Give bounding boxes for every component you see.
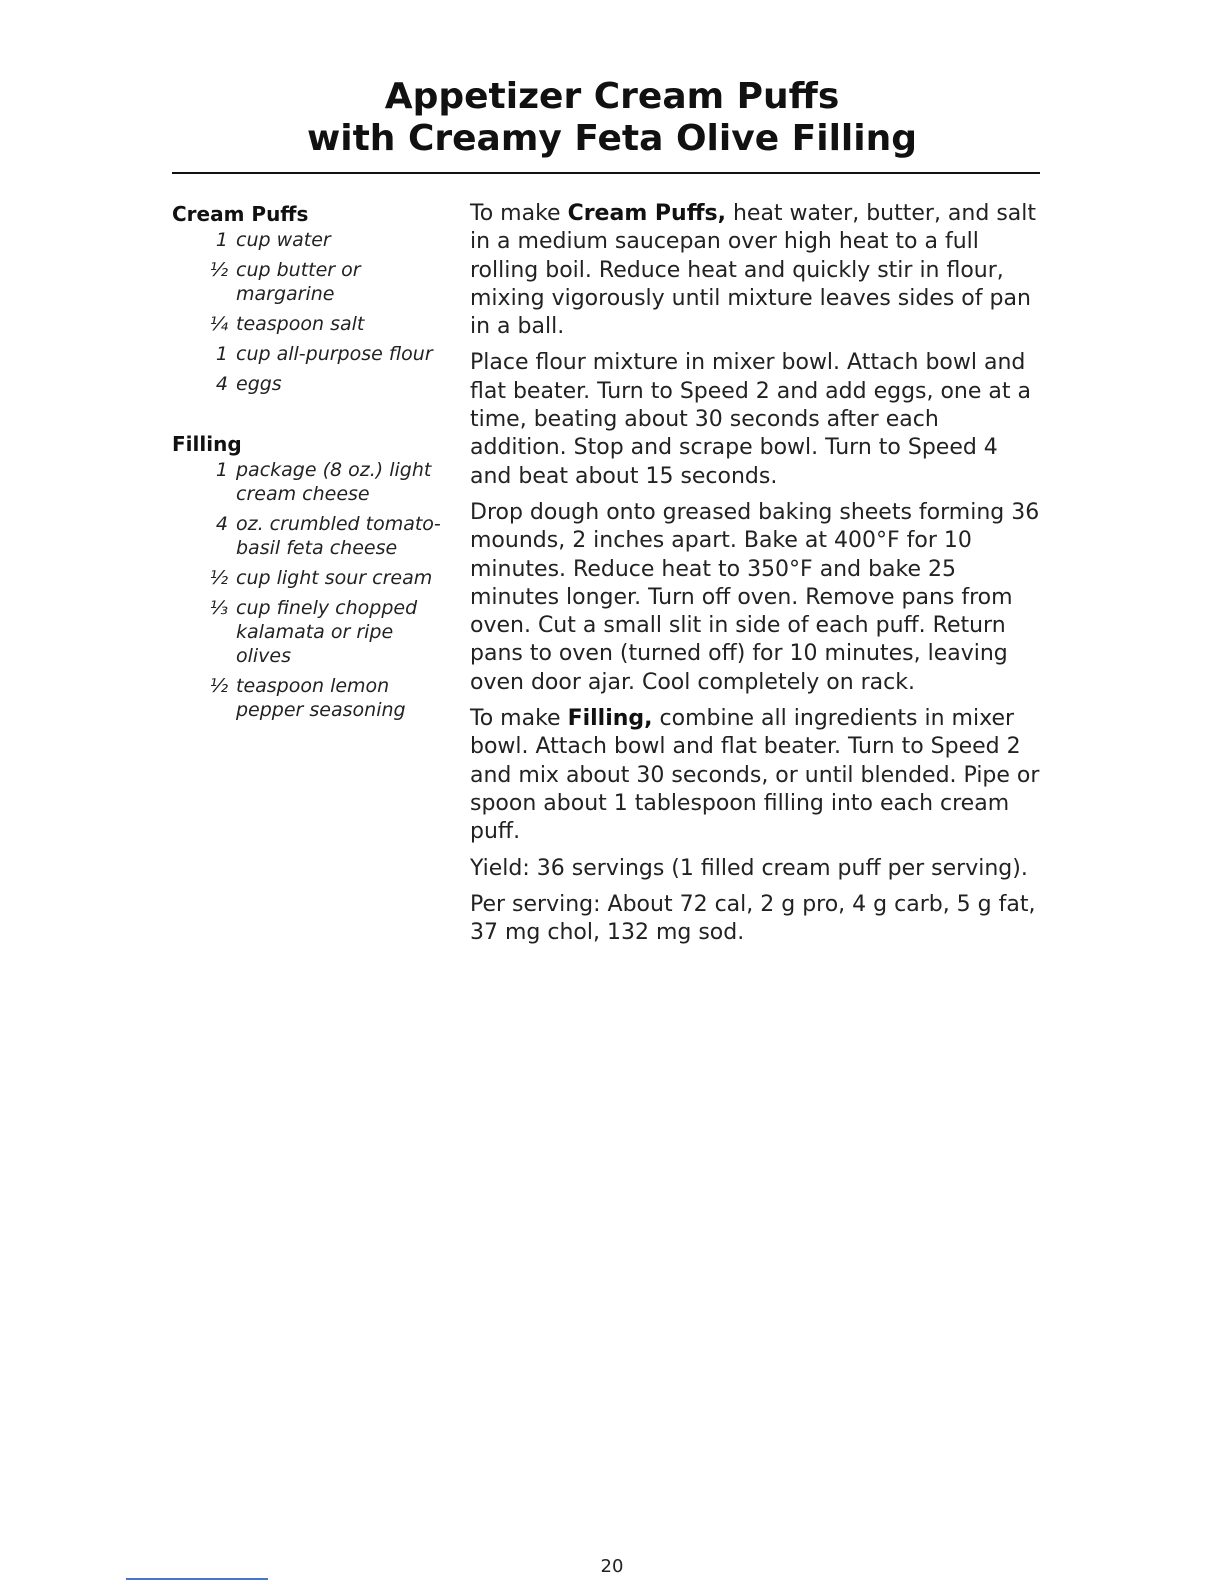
ingredient-item [172, 372, 442, 396]
directions-paragraph-baking: Drop dough onto greased baking sheets forming 36 mounds, 2 inches apart. Bake at 400°F for 10 minutes. Reduce heat to 350°F and bake 25 minutes longer. Turn off oven. Remove pans from oven. Cut a small slit in side of each puff. Return pans to oven (turned off) for 10 minutes, leaving oven door ajar. Cool completely on rack. [470, 499, 1040, 695]
title-line-1: Appetizer Cream Puffs [384, 76, 840, 117]
ingredient-item [172, 458, 442, 506]
ingredient-qty: 4 [215, 373, 228, 395]
ingredient-qty: ½ [209, 675, 228, 697]
nutrition-text: Per serving: About 72 cal, 2 g pro, 4 g carb, 5 g fat, 37 mg chol, 132 mg sod. [470, 891, 1036, 946]
directions-paragraph-filling [470, 705, 1040, 846]
filling-heading: Filling [172, 432, 242, 456]
directions-text: combine all ingredients in mixer bowl. Attach bowl and flat beater. Turn to Speed 2 and mix about 30 seconds, or until blended. Pipe or spoon about 1 tablespoon filling into each cream puff. [470, 706, 1040, 845]
ingredient-text: cup all-purpose flour [236, 343, 433, 365]
ingredient-text: cup butter or margarine [236, 259, 361, 305]
title-divider [172, 172, 1040, 174]
ingredient-qty: 1 [215, 459, 228, 481]
ingredient-text: cup finely chopped kalamata or ripe olives [236, 597, 418, 667]
ingredient-text: teaspoon lemon pepper seasoning [236, 675, 406, 721]
corner-line [126, 1578, 268, 1580]
ingredient-text: cup water [236, 229, 331, 251]
ingredient-qty: 1 [215, 343, 228, 365]
cream-puffs-heading: Cream Puffs [172, 202, 309, 226]
ingredient-item [172, 512, 442, 560]
directions-bold-label: Filling, [567, 706, 653, 732]
ingredient-text: oz. crumbled tomato-basil feta cheese [236, 513, 441, 559]
ingredient-item [172, 342, 442, 366]
directions-text: To make [470, 201, 568, 226]
ingredient-qty: 1 [215, 229, 228, 251]
ingredient-qty: ⅓ [209, 597, 228, 619]
directions-text: To make [470, 706, 568, 732]
ingredient-text: cup light sour cream [236, 567, 433, 589]
ingredient-text: package (8 oz.) light cream cheese [236, 459, 432, 505]
filling-ingredients [172, 430, 442, 722]
ingredients-column [172, 200, 442, 756]
ingredient-qty: 4 [215, 513, 228, 535]
page-number: 20 [600, 1556, 624, 1577]
ingredient-qty: ½ [209, 259, 228, 281]
ingredient-item [172, 258, 442, 306]
ingredient-item [172, 312, 442, 336]
ingredient-text: teaspoon salt [236, 313, 365, 335]
ingredient-qty: ¼ [209, 313, 228, 335]
directions-text: heat water, butter, and salt in a medium saucepan over high heat to a full rolling boil. Reduce heat and quickly stir in flour, mixing vigorously until mixture leaves sides of pan in a ball. [470, 201, 1036, 340]
cream-puffs-ingredients [172, 200, 442, 396]
ingredient-qty: ½ [209, 567, 228, 589]
ingredient-item [172, 566, 442, 590]
directions-paragraph-mixing: Place flour mixture in mixer bowl. Attach bowl and flat beater. Turn to Speed 2 and add eggs, one at a time, beating about 30 seconds after each addition. Stop and scrape bowl. Turn to Speed 4 and beat about 15 seconds. [470, 350, 1031, 489]
directions-bold-label: Cream Puffs, [567, 201, 726, 226]
title-line-2: with Creamy Feta Olive Filling [307, 118, 917, 159]
directions-column [470, 200, 1040, 955]
recipe-title [0, 76, 1224, 160]
ingredient-item [172, 596, 442, 668]
ingredient-item [172, 674, 442, 722]
yield-text: Yield: 36 servings (1 filled cream puff per serving). [470, 855, 1028, 881]
ingredient-item [172, 228, 442, 252]
directions-paragraph-cream-puffs [470, 200, 1040, 341]
ingredient-text: eggs [236, 373, 282, 395]
